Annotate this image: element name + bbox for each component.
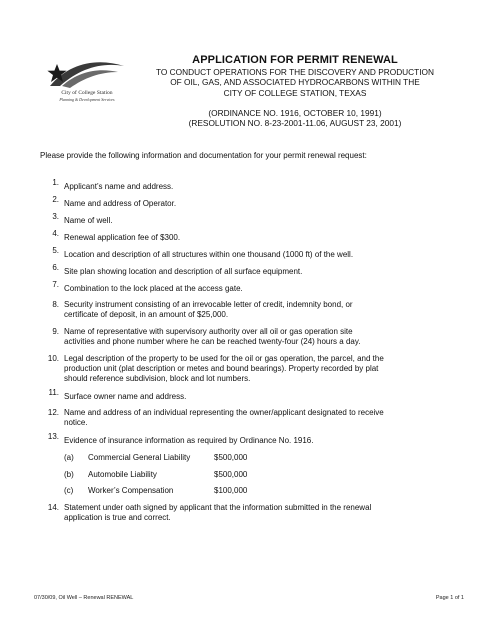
item-number: 6.: [52, 263, 59, 272]
item-text: Name and address of Operator.: [64, 199, 177, 208]
item-line: activities and phone number where he can be reached twenty-four (24) hours a day.: [64, 337, 361, 346]
item-text: [64, 351, 460, 388]
insurance-table: [64, 450, 460, 500]
list-item: [40, 500, 460, 527]
logo-department: Planning & Development Services: [59, 97, 115, 102]
item-text: [64, 500, 460, 527]
subtitle-line: OF OIL, GAS, AND ASSOCIATED HYDROCARBONS WITHIN THE: [170, 77, 420, 88]
item-line: Name and address of an individual representing the owner/applicant designated to receive: [64, 408, 384, 417]
item-text: Evidence of insurance information as required by Ordinance No. 1916.: [64, 436, 314, 445]
list-item: [40, 297, 460, 324]
item-number: 8.: [52, 300, 59, 309]
list-item: [40, 212, 460, 229]
intro-text: Please provide the following information and documentation for your permit renewal request:: [40, 151, 367, 160]
insurance-letter: (c): [64, 486, 74, 495]
item-text: Applicant’s name and address.: [64, 182, 174, 191]
insurance-amount: $500,000: [214, 453, 248, 462]
item-number: 2.: [52, 195, 59, 204]
item-number: 12.: [47, 408, 59, 417]
insurance-row: [64, 483, 460, 500]
insurance-row: [64, 467, 460, 484]
requirements-list: [40, 178, 460, 527]
list-item: [40, 178, 460, 195]
insurance-amount: $100,000: [214, 486, 248, 495]
insurance-letter: (b): [64, 469, 74, 479]
footer-revision: 07/30/09, Oil Well – Renewal RENEWAL: [34, 595, 134, 601]
list-item: [40, 388, 460, 405]
item-number: 7.: [52, 280, 59, 289]
item-line: Security instrument consisting of an irrevocable letter of credit, indemnity bond, or: [64, 300, 353, 309]
item-text: [64, 324, 460, 351]
item-line: application is true and correct.: [64, 512, 171, 522]
item-text: Renewal application fee of $300.: [64, 233, 181, 242]
ordinance-line: (ORDINANCE NO. 1916, OCTOBER 10, 1991): [208, 107, 382, 118]
star-swoosh-icon: [40, 56, 130, 90]
item-number: 5.: [52, 246, 59, 255]
item-line: Name of representative with supervisory authority over all oil or gas operation site: [64, 327, 353, 336]
insurance-label: Worker’s Compensation: [88, 486, 174, 495]
insurance-letter: (a): [64, 453, 74, 462]
footer-page-number: Page 1 of 1: [435, 595, 464, 601]
item-line: certificate of deposit, in an amount of $25,000.: [64, 310, 229, 319]
item-line: Statement under oath signed by applicant that the information submitted in the renewal: [64, 502, 372, 512]
document-header: [130, 54, 460, 128]
item-number: 3.: [52, 212, 59, 221]
item-line: should reference subdivision, block and lot numbers.: [64, 374, 251, 383]
item-number: 9.: [52, 327, 59, 336]
item-line: Legal description of the property to be used for the oil or gas operation, the parcel, and the: [64, 354, 384, 363]
logo-city-name: City of College Station: [61, 90, 113, 96]
item-number: 4.: [52, 229, 59, 238]
item-line: production unit (plat description or metes and bound bearings). Property recorded by plat: [64, 364, 379, 373]
insurance-label: Commercial General Liability: [88, 453, 191, 462]
item-text: Combination to the lock placed at the access gate.: [64, 284, 243, 293]
item-text: Location and description of all structures within one thousand (1000 ft) of the well.: [64, 250, 354, 259]
insurance-amount: $500,000: [214, 469, 248, 479]
item-text: [64, 405, 460, 432]
list-item: [40, 351, 460, 388]
list-item: [40, 229, 460, 246]
list-item: [40, 246, 460, 263]
list-item: [40, 195, 460, 212]
subtitle-line: CITY OF COLLEGE STATION, TEXAS: [223, 87, 367, 98]
item-text: [64, 297, 460, 324]
item-number: 14.: [47, 502, 59, 512]
insurance-label: Automobile Liability: [88, 469, 157, 479]
document-title: APPLICATION FOR PERMIT RENEWAL: [192, 54, 398, 66]
item-number: 11.: [48, 388, 59, 397]
list-item: [40, 432, 460, 500]
city-logo: [40, 56, 130, 106]
item-number: 13.: [47, 432, 59, 441]
item-text: Surface owner name and address.: [64, 392, 187, 401]
subtitle-line: TO CONDUCT OPERATIONS FOR THE DISCOVERY AND PRODUCTION: [156, 67, 434, 77]
item-text: Site plan showing location and description of all surface equipment.: [64, 267, 303, 276]
item-text: Name of well.: [64, 216, 113, 225]
insurance-row: [64, 450, 460, 467]
list-item: [40, 405, 460, 432]
list-item: [40, 263, 460, 280]
resolution-line: (RESOLUTION NO. 8-23-2001-11.06, AUGUST 23, 2001): [188, 118, 402, 129]
list-item: [40, 324, 460, 351]
list-item: [40, 280, 460, 297]
item-number: 10.: [47, 354, 59, 363]
item-number: 1.: [52, 178, 59, 187]
item-line: notice.: [64, 418, 88, 427]
